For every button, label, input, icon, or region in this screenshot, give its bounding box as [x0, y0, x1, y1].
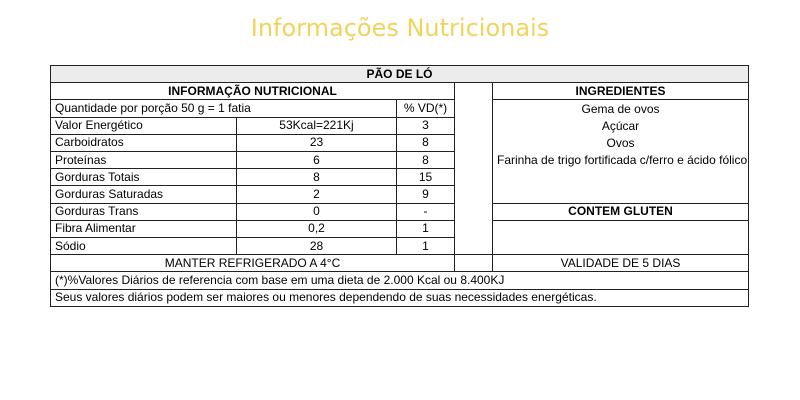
nutrient-vd: 8: [397, 152, 455, 169]
nutrient-amount: 0,2: [237, 220, 397, 237]
vd-header: % VD(*): [397, 100, 455, 117]
ingredients-heading: INGREDIENTES: [493, 83, 749, 100]
nutrition-table: [50, 65, 749, 307]
nutrient-name: Proteínas: [51, 152, 237, 169]
column-gap: [455, 83, 493, 255]
nutrient-amount: 28: [237, 238, 397, 255]
nutrient-name: Fibra Alimentar: [51, 220, 237, 237]
column-gap: [455, 255, 493, 272]
nutrient-name: Sódio: [51, 238, 237, 255]
nutrient-vd: 3: [397, 117, 455, 134]
nutrient-amount: 23: [237, 134, 397, 151]
nutrient-vd: -: [397, 203, 455, 220]
portion-label: Quantidade por porção 50 g = 1 fatia: [51, 100, 397, 117]
nutrient-amount: 6: [237, 152, 397, 169]
nutrient-row: [51, 220, 749, 237]
nutrient-vd: 1: [397, 238, 455, 255]
storage-note: MANTER REFRIGERADO A 4°C: [51, 255, 455, 272]
nutrient-name: Gorduras Totais: [51, 169, 237, 186]
nutrient-amount: 0: [237, 203, 397, 220]
ingredient-item: Farinha de trigo fortificada c/ferro e ácido fólico: [497, 153, 748, 168]
nutrient-name: Valor Energético: [51, 117, 237, 134]
ingredient-item: Açúcar: [601, 119, 640, 134]
nutrition-label: [50, 65, 748, 307]
validity-note: VALIDADE DE 5 DIAS: [493, 255, 749, 272]
disclaimer-footnote: Seus valores diários podem ser maiores ou menores dependendo de suas necessidades energéticas.: [51, 289, 749, 306]
nutrition-heading: INFORMAÇÃO NUTRICIONAL: [51, 83, 455, 100]
ingredient-item: Ovos: [606, 136, 635, 151]
nutrient-vd: 1: [397, 220, 455, 237]
nutrient-name: Gorduras Saturadas: [51, 186, 237, 203]
nutrient-amount: 53Kcal=221Kj: [237, 117, 397, 134]
nutrient-name: Carboidratos: [51, 134, 237, 151]
nutrient-amount: 8: [237, 169, 397, 186]
nutrient-vd: 9: [397, 186, 455, 203]
nutrient-amount: 2: [237, 186, 397, 203]
product-name: PÃO DE LÓ: [51, 66, 749, 83]
ingredients-list: [493, 100, 749, 203]
nutrient-name: Gorduras Trans: [51, 203, 237, 220]
nutrient-vd: 15: [397, 169, 455, 186]
page-title: Informações Nutricionais: [250, 14, 550, 42]
nutrient-row: [51, 203, 749, 220]
nutrient-vd: 8: [397, 134, 455, 151]
gluten-heading: CONTEM GLUTEN: [493, 203, 749, 220]
reference-footnote: (*)%Valores Diários de referencia com base em uma dieta de 2.000 Kcal ou 8.400KJ: [51, 272, 749, 289]
ingredient-item: Gema de ovos: [581, 102, 660, 117]
gluten-info-cell: [493, 220, 749, 254]
